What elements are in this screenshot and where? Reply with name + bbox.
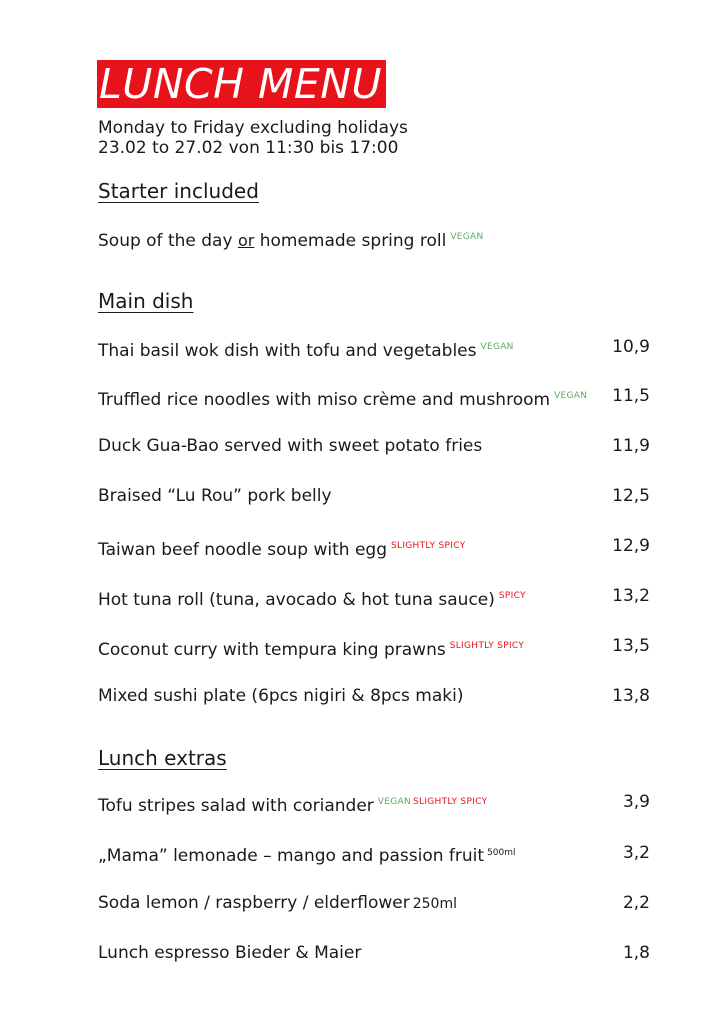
item-name: Duck Gua-Bao served with sweet potato fries bbox=[98, 436, 483, 456]
spicy-badge: SLIGHTLY SPICY bbox=[413, 797, 488, 807]
item-name: Coconut curry with tempura king prawns bbox=[98, 640, 446, 660]
item-name: Braised “Lu Rou” pork belly bbox=[98, 486, 332, 506]
menu-item bbox=[98, 434, 650, 458]
item-price: 12,5 bbox=[612, 486, 650, 506]
item-price: 2,2 bbox=[622, 893, 650, 913]
starter-or: or bbox=[237, 231, 255, 250]
vegan-badge: VEGAN bbox=[480, 342, 514, 352]
menu-item bbox=[98, 484, 650, 508]
item-name: Thai basil wok dish with tofu and vegetables bbox=[98, 341, 477, 361]
subtitle-dates: 23.02 to 27.02 von 11:30 bis 17:00 bbox=[98, 138, 399, 158]
menu-item bbox=[98, 634, 650, 658]
item-name: „Mama” lemonade – mango and passion fruit bbox=[98, 846, 485, 866]
vegan-badge: VEGAN bbox=[554, 391, 588, 401]
item-price: 13,2 bbox=[612, 586, 650, 606]
starter-option-a: Soup of the day bbox=[98, 231, 233, 251]
item-price: 12,9 bbox=[612, 536, 650, 556]
menu-item bbox=[98, 790, 650, 814]
subtitle-days: Monday to Friday excluding holidays bbox=[98, 118, 408, 138]
menu-title: LUNCH MENU bbox=[97, 60, 386, 108]
menu-item bbox=[98, 891, 650, 915]
item-price: 11,9 bbox=[612, 436, 650, 456]
item-volume: 250ml bbox=[412, 896, 457, 912]
vegan-badge: VEGAN bbox=[377, 797, 411, 807]
item-name: Tofu stripes salad with coriander bbox=[98, 796, 374, 816]
section-starter-heading: Starter included bbox=[98, 179, 259, 203]
item-price: 3,2 bbox=[622, 843, 650, 863]
spicy-badge: SLIGHTLY SPICY bbox=[391, 541, 466, 551]
item-name: Mixed sushi plate (6pcs nigiri & 8pcs maki) bbox=[98, 686, 464, 706]
menu-item bbox=[98, 384, 650, 408]
starter-text bbox=[98, 225, 484, 253]
vegan-badge: VEGAN bbox=[450, 232, 484, 242]
menu-item bbox=[98, 534, 650, 558]
menu-item bbox=[98, 941, 650, 965]
starter-option-b: homemade spring roll bbox=[259, 231, 447, 251]
menu-item bbox=[98, 335, 650, 359]
item-name: Lunch espresso Bieder & Maier bbox=[98, 943, 362, 963]
item-name: Taiwan beef noodle soup with egg bbox=[98, 540, 387, 560]
section-extras-heading: Lunch extras bbox=[98, 746, 227, 770]
spicy-badge: SPICY bbox=[498, 591, 526, 601]
item-name: Soda lemon / raspberry / elderflower bbox=[98, 893, 410, 913]
item-volume: 500ml bbox=[487, 848, 516, 858]
item-price: 11,5 bbox=[612, 386, 650, 406]
section-main-heading: Main dish bbox=[98, 289, 194, 313]
item-price: 3,9 bbox=[622, 792, 650, 812]
item-price: 13,8 bbox=[612, 686, 650, 706]
menu-item bbox=[98, 584, 650, 608]
spicy-badge: SLIGHTLY SPICY bbox=[449, 641, 525, 651]
menu-item bbox=[98, 841, 650, 865]
item-price: 1,8 bbox=[622, 943, 650, 963]
menu-item bbox=[98, 684, 650, 708]
starter-row bbox=[98, 225, 650, 249]
item-price: 13,5 bbox=[612, 636, 650, 656]
item-name: Hot tuna roll (tuna, avocado & hot tuna sauce) bbox=[98, 590, 495, 610]
item-price: 10,9 bbox=[612, 337, 650, 357]
item-name: Truffled rice noodles with miso crème and mushroom bbox=[98, 390, 551, 410]
